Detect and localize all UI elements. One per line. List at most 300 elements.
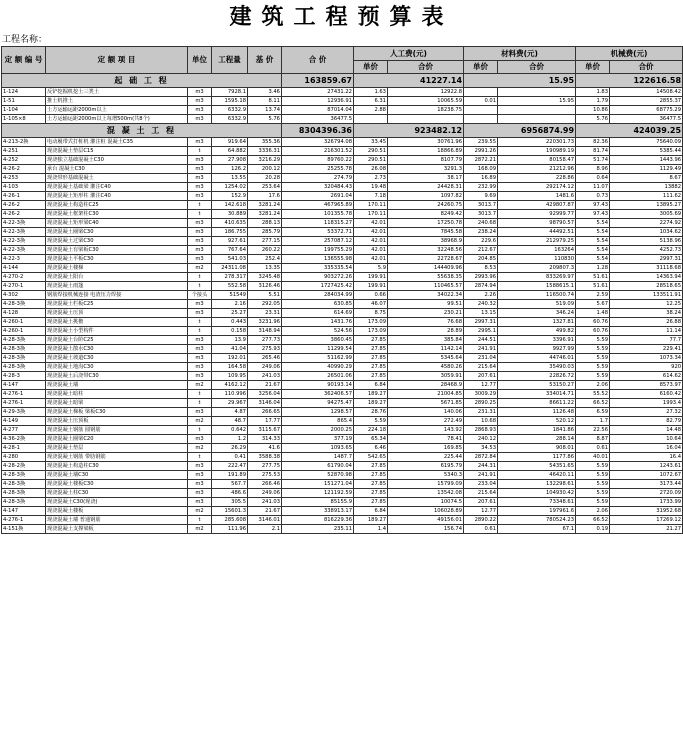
cell-material-sum: 163264 — [498, 246, 576, 255]
cell-total: 467965.89 — [282, 201, 354, 210]
cell-total: 136555.98 — [282, 255, 354, 264]
cell-total: 865.4 — [282, 417, 354, 426]
cell-base-price: 13.35 — [248, 264, 282, 273]
cell-machine-unit: 22.56 — [576, 426, 610, 435]
cell-machine-unit: 66.52 — [576, 516, 610, 525]
cell-item: 现浇混凝土框架柱C30 — [46, 210, 188, 219]
table-row — [2, 88, 683, 97]
cell-labor-unit: 27.85 — [354, 462, 388, 471]
cell-item: 现浇混凝土墙 — [46, 381, 188, 390]
cell-material-sum: 288.14 — [498, 435, 576, 444]
cell-unit: t — [188, 282, 212, 291]
cell-machine-unit: 5.59 — [576, 498, 610, 507]
table-row — [2, 156, 683, 165]
cell-base-price: 266.65 — [248, 408, 282, 417]
cell-base-price: 3588.38 — [248, 453, 282, 462]
cell-base-price: 3231.96 — [248, 318, 282, 327]
cell-qty: 2.16 — [212, 300, 248, 309]
section-material-total: 6956874.99 — [464, 124, 576, 138]
cell-unit: m3 — [188, 471, 212, 480]
cell-code: 4-28-3换 — [2, 471, 46, 480]
cell-code: 4-28-2换 — [2, 462, 46, 471]
cell-total: 284034.99 — [282, 291, 354, 300]
cell-unit: m3 — [188, 435, 212, 444]
cell-machine-sum: 11.14 — [610, 327, 683, 336]
cell-qty: 30.889 — [212, 210, 248, 219]
cell-material-sum: 92999.77 — [498, 210, 576, 219]
cell-unit: m3 — [188, 372, 212, 381]
cell-code: 4-26-2 — [2, 210, 46, 219]
cell-base-price: 13.74 — [248, 106, 282, 115]
cell-item: 现浇混凝土钢筋 带肋钢筋 — [46, 453, 188, 462]
cell-material-unit: 2.26 — [464, 291, 498, 300]
cell-base-price: 266.46 — [248, 480, 282, 489]
cell-material-unit: 0.01 — [464, 97, 498, 106]
cell-total: 326794.08 — [282, 138, 354, 147]
cell-material-unit — [464, 115, 498, 124]
section-machine-total: 424039.25 — [576, 124, 683, 138]
cell-unit: m3 — [188, 183, 212, 192]
cell-machine-unit: 5.59 — [576, 336, 610, 345]
table-row — [2, 174, 683, 183]
cell-material-unit: 204.85 — [464, 255, 498, 264]
cell-labor-sum: 225.44 — [388, 453, 464, 462]
cell-code: 4-28-3换 — [2, 300, 46, 309]
cell-qty: 567.7 — [212, 480, 248, 489]
cell-machine-sum: 31118.68 — [610, 264, 683, 273]
cell-unit: m3 — [188, 408, 212, 417]
cell-material-sum: 44492.51 — [498, 228, 576, 237]
table-row — [2, 462, 683, 471]
cell-labor-sum: 106028.89 — [388, 507, 464, 516]
table-row — [2, 498, 683, 507]
cell-item: 现浇混凝土楼梯 — [46, 264, 188, 273]
cell-machine-unit: 1.79 — [576, 97, 610, 106]
cell-code: 4-28-3 — [2, 372, 46, 381]
cell-code: 4-26-1 — [2, 192, 46, 201]
cell-total: 151271.04 — [282, 480, 354, 489]
cell-item: 现浇混凝土支撑梁板 — [46, 525, 188, 534]
cell-qty: 410.635 — [212, 219, 248, 228]
cell-unit: t — [188, 273, 212, 282]
cell-code: 4-22-3换 — [2, 246, 46, 255]
cell-code: 4-103 — [2, 183, 46, 192]
cell-material-sum: 80158.47 — [498, 156, 576, 165]
table-row — [2, 471, 683, 480]
cell-material-unit: 12.77 — [464, 507, 498, 516]
cell-base-price: 21.67 — [248, 381, 282, 390]
cell-labor-unit: 8.75 — [354, 309, 388, 318]
cell-machine-sum: 12.25 — [610, 300, 683, 309]
table-row — [2, 516, 683, 525]
cell-unit: t — [188, 318, 212, 327]
cell-item: 现浇混凝土暗柱 — [46, 390, 188, 399]
cell-labor-unit: 65.34 — [354, 435, 388, 444]
cell-labor-unit: 6.31 — [354, 97, 388, 106]
cell-base-price: 17.6 — [248, 192, 282, 201]
cell-qty: 27.908 — [212, 156, 248, 165]
cell-labor-unit: 27.85 — [354, 489, 388, 498]
cell-base-price: 3126.46 — [248, 282, 282, 291]
cell-labor-sum: 24260.75 — [388, 201, 464, 210]
cell-material-unit — [464, 106, 498, 115]
cell-code: 4-277 — [2, 426, 46, 435]
cell-base-price: 249.06 — [248, 489, 282, 498]
cell-machine-sum: 2274.92 — [610, 219, 683, 228]
cell-material-unit: 215.64 — [464, 363, 498, 372]
cell-item: 现浇混凝土墙C30 — [46, 471, 188, 480]
cell-labor-unit: 26.08 — [354, 165, 388, 174]
cell-item: 现浇混凝土构造柱C25 — [46, 201, 188, 210]
cell-labor-unit: 542.65 — [354, 453, 388, 462]
cell-machine-unit: 2.59 — [576, 291, 610, 300]
cell-machine-sum: 13882 — [610, 183, 683, 192]
cell-base-price: 17.77 — [248, 417, 282, 426]
cell-machine-sum: 6160.42 — [610, 390, 683, 399]
cell-labor-unit: 5.59 — [354, 417, 388, 426]
cell-material-sum: 110830 — [498, 255, 576, 264]
cell-material-sum: 520.12 — [498, 417, 576, 426]
cell-machine-sum: 27.32 — [610, 408, 683, 417]
cell-labor-unit: 46.07 — [354, 300, 388, 309]
cell-labor-unit: 6.84 — [354, 507, 388, 516]
cell-unit: m2 — [188, 381, 212, 390]
cell-labor-sum: 78.41 — [388, 435, 464, 444]
cell-labor-unit: 290.51 — [354, 147, 388, 156]
cell-base-price: 3256.04 — [248, 390, 282, 399]
cell-machine-sum: 14.48 — [610, 426, 683, 435]
header-item: 定 额 项 目 — [46, 47, 188, 74]
cell-material-sum: 833269.97 — [498, 273, 576, 282]
cell-material-unit: 241.91 — [464, 471, 498, 480]
cell-material-sum: 429807.87 — [498, 201, 576, 210]
cell-item: 现浇混凝土散水C30 — [46, 345, 188, 354]
cell-item: 现浇混凝土坡道C30 — [46, 354, 188, 363]
cell-item: 现浇混凝土楼板C30 — [46, 480, 188, 489]
cell-labor-sum: 3291.3 — [388, 165, 464, 174]
cell-base-price: 3146.04 — [248, 399, 282, 408]
table-row — [2, 183, 683, 192]
cell-item: 现浇混凝土垫层C15 — [46, 147, 188, 156]
cell-qty: 111.96 — [212, 525, 248, 534]
cell-material-sum: 35490.03 — [498, 363, 576, 372]
cell-machine-unit: 1.28 — [576, 264, 610, 273]
header-labor-sum: 合价 — [388, 61, 464, 74]
cell-qty: 25.27 — [212, 309, 248, 318]
header-machine: 机械费(元) — [576, 47, 683, 61]
table-row — [2, 318, 683, 327]
cell-base-price: 277.75 — [248, 462, 282, 471]
cell-qty: 0.158 — [212, 327, 248, 336]
cell-unit: m3 — [188, 363, 212, 372]
cell-unit: t — [188, 426, 212, 435]
cell-material-unit: 2872.21 — [464, 156, 498, 165]
cell-labor-unit: 27.85 — [354, 498, 388, 507]
cell-unit: t — [188, 516, 212, 525]
cell-qty: 486.6 — [212, 489, 248, 498]
cell-machine-sum: 2720.09 — [610, 489, 683, 498]
cell-qty: 142.618 — [212, 201, 248, 210]
cell-unit: 个接头 — [188, 291, 212, 300]
cell-qty: 26.29 — [212, 444, 248, 453]
cell-item: 现浇混凝土有梁板C30 — [46, 246, 188, 255]
cell-item: 现浇带形基础混凝土 — [46, 174, 188, 183]
cell-qty: 541.03 — [212, 255, 248, 264]
cell-labor-sum: 10065.59 — [388, 97, 464, 106]
table-row — [2, 291, 683, 300]
cell-material-unit: 16.89 — [464, 174, 498, 183]
cell-base-price: 3216.29 — [248, 156, 282, 165]
cell-total: 36477.5 — [282, 115, 354, 124]
cell-labor-unit: 0.66 — [354, 291, 388, 300]
cell-material-unit: 10.68 — [464, 417, 498, 426]
cell-material-sum: 499.82 — [498, 327, 576, 336]
cell-machine-unit: 2.06 — [576, 507, 610, 516]
table-row — [2, 408, 683, 417]
table-row — [2, 363, 683, 372]
cell-unit: m3 — [188, 115, 212, 124]
cell-labor-sum: 32248.56 — [388, 246, 464, 255]
cell-labor-sum: 76.68 — [388, 318, 464, 327]
cell-labor-unit: 27.85 — [354, 354, 388, 363]
cell-base-price: 252.4 — [248, 255, 282, 264]
cell-base-price: 249.06 — [248, 363, 282, 372]
cell-labor-sum: 110465.57 — [388, 282, 464, 291]
cell-base-price: 3148.94 — [248, 327, 282, 336]
cell-total: 630.85 — [282, 300, 354, 309]
cell-machine-unit: 5.67 — [576, 300, 610, 309]
cell-code: 4-253 — [2, 174, 46, 183]
section-labor-total: 923482.12 — [354, 124, 464, 138]
table-row — [2, 246, 683, 255]
cell-unit: m3 — [188, 97, 212, 106]
section-labor-total: 41227.14 — [354, 74, 464, 88]
cell-unit: m2 — [188, 525, 212, 534]
cell-machine-unit: 0.19 — [576, 525, 610, 534]
cell-unit: m3 — [188, 165, 212, 174]
cell-code: 4-28-3换 — [2, 498, 46, 507]
cell-material-unit: 9.69 — [464, 192, 498, 201]
cell-qty: 126.2 — [212, 165, 248, 174]
cell-item: 现浇混凝土后浇带C30 — [46, 372, 188, 381]
header-material: 材料费(元) — [464, 47, 576, 61]
cell-material-sum: 334014.71 — [498, 390, 576, 399]
cell-material-unit: 2890.22 — [464, 516, 498, 525]
cell-qty: 222.47 — [212, 462, 248, 471]
cell-machine-sum: 1129.49 — [610, 165, 683, 174]
cell-total: 94275.47 — [282, 399, 354, 408]
cell-material-unit: 240.12 — [464, 435, 498, 444]
cell-machine-unit: 60.76 — [576, 327, 610, 336]
cell-material-sum: 9927.99 — [498, 345, 576, 354]
cell-qty: 64.882 — [212, 147, 248, 156]
cell-material-sum: 44746.01 — [498, 354, 576, 363]
cell-base-price: 3281.24 — [248, 201, 282, 210]
cell-material-unit: 2874.94 — [464, 282, 498, 291]
cell-machine-sum: 75640.09 — [610, 138, 683, 147]
cell-code: 4-28-3换 — [2, 336, 46, 345]
cell-base-price: 3281.24 — [248, 210, 282, 219]
section-material-total: 15.95 — [464, 74, 576, 88]
cell-total: 27431.22 — [282, 88, 354, 97]
cell-labor-unit: 42.01 — [354, 255, 388, 264]
cell-code: 4-22-3换 — [2, 219, 46, 228]
cell-machine-unit: 81.74 — [576, 147, 610, 156]
section-row — [2, 124, 683, 138]
cell-unit: m3 — [188, 462, 212, 471]
section-machine-total: 122616.58 — [576, 74, 683, 88]
cell-unit: t — [188, 201, 212, 210]
cell-base-price: 285.79 — [248, 228, 282, 237]
cell-qty: 919.64 — [212, 138, 248, 147]
cell-qty: 29.967 — [212, 399, 248, 408]
cell-unit: m3 — [188, 345, 212, 354]
cell-labor-unit: 42.01 — [354, 246, 388, 255]
cell-unit: m3 — [188, 106, 212, 115]
cell-item: 现浇混凝土基础梁 灌注C40 — [46, 183, 188, 192]
cell-unit: t — [188, 453, 212, 462]
cell-unit: m3 — [188, 498, 212, 507]
table-row — [2, 255, 683, 264]
cell-unit: m3 — [188, 228, 212, 237]
cell-material-sum — [498, 106, 576, 115]
cell-material-sum: 67.1 — [498, 525, 576, 534]
cell-qty: 13.55 — [212, 174, 248, 183]
table-row — [2, 336, 683, 345]
cell-material-sum: 197961.6 — [498, 507, 576, 516]
cell-machine-sum: 14363.94 — [610, 273, 683, 282]
section-total: 8304396.36 — [282, 124, 354, 138]
cell-machine-sum: 17269.12 — [610, 516, 683, 525]
cell-material-sum: 292174.12 — [498, 183, 576, 192]
cell-material-sum: 1327.81 — [498, 318, 576, 327]
cell-qty: 24311.08 — [212, 264, 248, 273]
cell-code: 4-213-2换 — [2, 138, 46, 147]
cell-material-unit: 240.68 — [464, 219, 498, 228]
header-total: 合 价 — [282, 47, 354, 74]
cell-code: 4-22-3 — [2, 255, 46, 264]
cell-machine-unit: 5.54 — [576, 255, 610, 264]
cell-machine-sum: 1243.61 — [610, 462, 683, 471]
cell-labor-sum: 3059.91 — [388, 372, 464, 381]
cell-total: 101355.78 — [282, 210, 354, 219]
cell-material-unit: 2991.26 — [464, 147, 498, 156]
cell-base-price: 260.22 — [248, 246, 282, 255]
cell-total: 274.79 — [282, 174, 354, 183]
cell-material-sum: 1588615.1 — [498, 282, 576, 291]
cell-base-price: 41.6 — [248, 444, 282, 453]
cell-qty: 13.9 — [212, 336, 248, 345]
cell-labor-sum: 28468.9 — [388, 381, 464, 390]
cell-material-sum — [498, 115, 576, 124]
cell-labor-sum: 28.89 — [388, 327, 464, 336]
cell-machine-unit: 5.54 — [576, 237, 610, 246]
cell-item: 现浇混凝土挑檐 — [46, 318, 188, 327]
cell-labor-unit: 27.85 — [354, 345, 388, 354]
cell-total: 216301.52 — [282, 147, 354, 156]
cell-code: 4-270-1 — [2, 282, 46, 291]
cell-material-unit: 238.24 — [464, 228, 498, 237]
cell-labor-unit — [354, 115, 388, 124]
cell-base-price: 241.03 — [248, 372, 282, 381]
cell-item: 现浇混凝土矩形梁C40 — [46, 219, 188, 228]
cell-labor-unit: 170.11 — [354, 210, 388, 219]
cell-code: 4-251 — [2, 147, 46, 156]
cell-material-sum: 22826.72 — [498, 372, 576, 381]
cell-qty: 48.7 — [212, 417, 248, 426]
cell-labor-unit: 1.4 — [354, 525, 388, 534]
cell-qty: 186.755 — [212, 228, 248, 237]
cell-base-price: 2.1 — [248, 525, 282, 534]
cell-base-price: 314.33 — [248, 435, 282, 444]
cell-total: 903272.26 — [282, 273, 354, 282]
cell-machine-sum: 21.27 — [610, 525, 683, 534]
cell-material-sum: 908.01 — [498, 444, 576, 453]
cell-qty: 552.58 — [212, 282, 248, 291]
cell-machine-unit: 10.86 — [576, 106, 610, 115]
cell-machine-sum: 3173.44 — [610, 480, 683, 489]
cell-machine-unit: 97.43 — [576, 201, 610, 210]
cell-unit: m2 — [188, 264, 212, 273]
cell-item: 现浇混凝土阳台 — [46, 273, 188, 282]
cell-material-sum: 132298.61 — [498, 480, 576, 489]
cell-machine-sum: 920 — [610, 363, 683, 372]
cell-labor-unit: 189.27 — [354, 516, 388, 525]
cell-machine-unit: 97.43 — [576, 210, 610, 219]
cell-material-unit: 233.04 — [464, 480, 498, 489]
page-title: 建筑工程预算表 — [229, 4, 454, 30]
cell-total: 1487.7 — [282, 453, 354, 462]
cell-base-price: 277.73 — [248, 336, 282, 345]
cell-material-unit — [464, 88, 498, 97]
cell-qty: 6332.9 — [212, 106, 248, 115]
cell-qty: 0.41 — [212, 453, 248, 462]
cell-item: 现浇混凝土矩形柱 灌注C40 — [46, 192, 188, 201]
cell-qty: 110.996 — [212, 390, 248, 399]
cell-base-price: 5.76 — [248, 115, 282, 124]
cell-item: 现浇混凝土小型构件 — [46, 327, 188, 336]
cell-labor-unit: 2.73 — [354, 174, 388, 183]
cell-material-sum: 212979.25 — [498, 237, 576, 246]
cell-material-unit: 3009.29 — [464, 390, 498, 399]
cell-base-price: 3336.31 — [248, 147, 282, 156]
cell-qty: 7928.1 — [212, 88, 248, 97]
cell-unit: m3 — [188, 219, 212, 228]
cell-machine-sum: 16.04 — [610, 444, 683, 453]
table-row — [2, 444, 683, 453]
cell-labor-unit: 173.09 — [354, 327, 388, 336]
cell-unit: m3 — [188, 489, 212, 498]
cell-item: 现浇混凝土楼板 — [46, 507, 188, 516]
cell-base-price: 3146.01 — [248, 516, 282, 525]
table-row — [2, 165, 683, 174]
cell-material-sum: 1177.86 — [498, 453, 576, 462]
cell-code: 4-252 — [2, 156, 46, 165]
cell-material-unit: 12.77 — [464, 381, 498, 390]
cell-machine-sum: 68775.29 — [610, 106, 683, 115]
cell-unit: t — [188, 390, 212, 399]
cell-qty: 164.58 — [212, 363, 248, 372]
cell-labor-sum: 12922.8 — [388, 88, 464, 97]
table-row — [2, 417, 683, 426]
table-row — [2, 480, 683, 489]
table-row — [2, 372, 683, 381]
cell-code: 4-144 — [2, 264, 46, 273]
cell-total: 1298.57 — [282, 408, 354, 417]
cell-labor-unit: 19.48 — [354, 183, 388, 192]
cell-labor-sum: 8107.79 — [388, 156, 464, 165]
cell-total: 40990.29 — [282, 363, 354, 372]
